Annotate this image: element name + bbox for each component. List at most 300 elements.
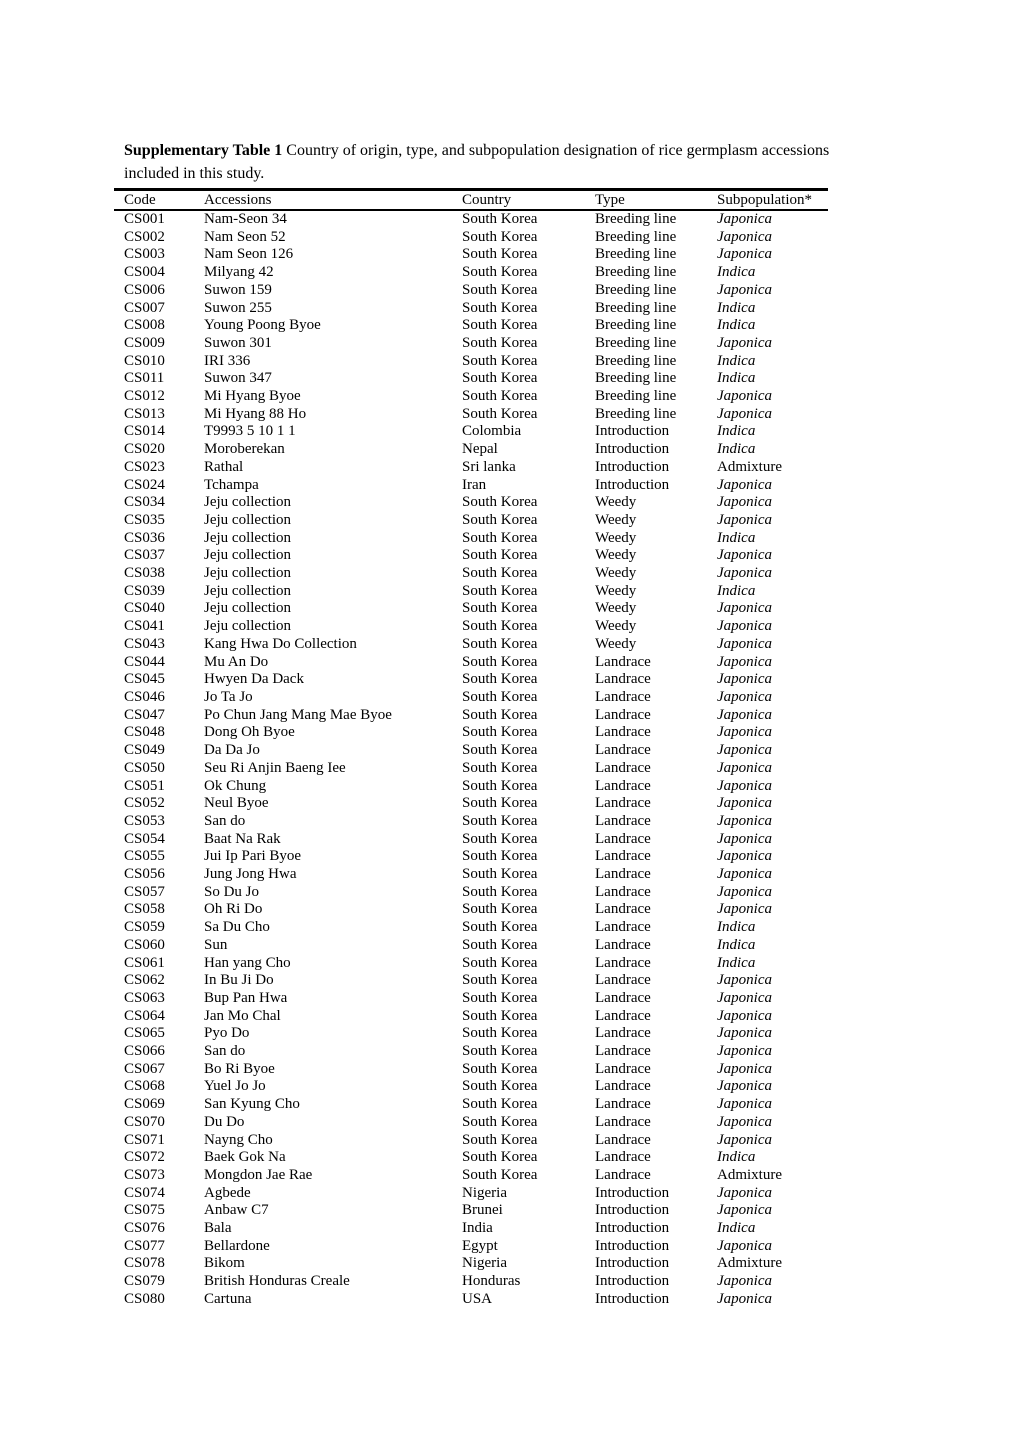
type-cell: Breeding line bbox=[595, 334, 677, 351]
table-row bbox=[114, 1149, 828, 1167]
table-row bbox=[114, 1202, 828, 1220]
accession-cell: Mu An Do bbox=[204, 653, 269, 670]
country-cell: USA bbox=[462, 1290, 493, 1307]
subpopulation-cell: Japonica bbox=[717, 1078, 772, 1095]
column-header-subpopulation: Subpopulation* bbox=[717, 190, 828, 211]
code-cell: CS058 bbox=[124, 901, 165, 918]
country-cell: South Korea bbox=[462, 706, 538, 723]
code-cell: CS076 bbox=[124, 1220, 165, 1237]
code-cell: CS057 bbox=[124, 883, 165, 900]
table-row bbox=[114, 423, 828, 441]
accession-cell: In Bu Ji Do bbox=[204, 972, 274, 989]
subpopulation-cell: Japonica bbox=[717, 211, 772, 227]
table-row bbox=[114, 353, 828, 371]
code-cell: CS065 bbox=[124, 1025, 165, 1042]
table-row bbox=[114, 972, 828, 990]
code-cell: CS071 bbox=[124, 1131, 165, 1148]
subpopulation-cell: Indica bbox=[717, 919, 756, 936]
subpopulation-cell: Japonica bbox=[717, 972, 772, 989]
table-row bbox=[114, 1132, 828, 1150]
subpopulation-cell: Japonica bbox=[717, 653, 772, 670]
subpopulation-cell: Japonica bbox=[717, 742, 772, 759]
accession-cell: Seu Ri Anjin Baeng Iee bbox=[204, 759, 346, 776]
subpopulation-cell: Admixture bbox=[717, 1166, 782, 1183]
table-row bbox=[114, 1238, 828, 1256]
accession-cell: Sun bbox=[204, 936, 228, 953]
table-row bbox=[114, 671, 828, 689]
country-cell: Colombia bbox=[462, 423, 522, 440]
country-cell: South Korea bbox=[462, 989, 538, 1006]
subpopulation-cell: Indica bbox=[717, 529, 756, 546]
type-cell: Weedy bbox=[595, 618, 637, 635]
country-cell: South Korea bbox=[462, 1043, 538, 1060]
accession-cell: Jung Jong Hwa bbox=[204, 866, 297, 883]
code-cell: CS041 bbox=[124, 618, 165, 635]
table-row bbox=[114, 778, 828, 796]
type-cell: Introduction bbox=[595, 1184, 670, 1201]
country-cell: South Korea bbox=[462, 724, 538, 741]
subpopulation-cell: Indica bbox=[717, 299, 756, 316]
subpopulation-cell: Japonica bbox=[717, 565, 772, 582]
accession-cell: Jeju collection bbox=[204, 600, 292, 617]
country-cell: South Korea bbox=[462, 317, 538, 334]
code-cell: CS045 bbox=[124, 671, 165, 688]
country-cell: Egypt bbox=[462, 1237, 498, 1254]
subpopulation-cell: Japonica bbox=[717, 759, 772, 776]
table-caption bbox=[124, 139, 924, 185]
subpopulation-cell: Japonica bbox=[717, 228, 772, 245]
code-cell: CS038 bbox=[124, 565, 165, 582]
code-cell: CS059 bbox=[124, 919, 165, 936]
column-header-code: Code bbox=[114, 190, 204, 211]
country-cell: Iran bbox=[462, 476, 487, 493]
type-cell: Introduction bbox=[595, 1255, 670, 1272]
country-cell: South Korea bbox=[462, 671, 538, 688]
code-cell: CS023 bbox=[124, 458, 165, 475]
table-row bbox=[114, 300, 828, 318]
type-cell: Landrace bbox=[595, 866, 651, 883]
code-cell: CS002 bbox=[124, 228, 165, 245]
type-cell: Breeding line bbox=[595, 281, 677, 298]
country-cell: Nigeria bbox=[462, 1184, 507, 1201]
table-row bbox=[114, 1043, 828, 1061]
code-cell: CS006 bbox=[124, 281, 165, 298]
code-cell: CS055 bbox=[124, 848, 165, 865]
subpopulation-cell: Japonica bbox=[717, 989, 772, 1006]
table-row bbox=[114, 282, 828, 300]
code-cell: CS012 bbox=[124, 388, 165, 405]
table-row bbox=[114, 866, 828, 884]
subpopulation-cell: Japonica bbox=[717, 388, 772, 405]
country-cell: South Korea bbox=[462, 494, 538, 511]
code-cell: CS056 bbox=[124, 866, 165, 883]
subpopulation-cell: Japonica bbox=[717, 547, 772, 564]
accession-cell: Anbaw C7 bbox=[204, 1202, 269, 1219]
code-cell: CS063 bbox=[124, 989, 165, 1006]
code-cell: CS040 bbox=[124, 600, 165, 617]
type-cell: Landrace bbox=[595, 671, 651, 688]
table-row bbox=[114, 1255, 828, 1273]
country-cell: South Korea bbox=[462, 1166, 538, 1183]
type-cell: Introduction bbox=[595, 1202, 670, 1219]
table-row bbox=[114, 724, 828, 742]
table-row bbox=[114, 654, 828, 672]
accession-cell: Jeju collection bbox=[204, 565, 292, 582]
subpopulation-cell: Indica bbox=[717, 441, 756, 458]
type-cell: Breeding line bbox=[595, 352, 677, 369]
table-row bbox=[114, 813, 828, 831]
code-cell: CS014 bbox=[124, 423, 165, 440]
accession-cell: San Kyung Cho bbox=[204, 1096, 300, 1113]
code-cell: CS052 bbox=[124, 795, 165, 812]
type-cell: Breeding line bbox=[595, 370, 677, 387]
country-cell: South Korea bbox=[462, 742, 538, 759]
type-cell: Weedy bbox=[595, 529, 637, 546]
table-row bbox=[114, 229, 828, 247]
subpopulation-cell: Japonica bbox=[717, 334, 772, 351]
country-cell: South Korea bbox=[462, 405, 538, 422]
code-cell: CS049 bbox=[124, 742, 165, 759]
subpopulation-cell: Japonica bbox=[717, 1096, 772, 1113]
subpopulation-cell: Indica bbox=[717, 582, 756, 599]
subpopulation-cell: Japonica bbox=[717, 1060, 772, 1077]
type-cell: Breeding line bbox=[595, 211, 677, 227]
accession-cell: San do bbox=[204, 812, 246, 829]
subpopulation-cell: Japonica bbox=[717, 1007, 772, 1024]
code-cell: CS004 bbox=[124, 264, 165, 281]
subpopulation-cell: Japonica bbox=[717, 511, 772, 528]
code-cell: CS001 bbox=[124, 211, 165, 227]
type-cell: Introduction bbox=[595, 1237, 670, 1254]
subpopulation-cell: Admixture bbox=[717, 1255, 782, 1272]
country-cell: South Korea bbox=[462, 954, 538, 971]
table-row bbox=[114, 636, 828, 654]
country-cell: South Korea bbox=[462, 246, 538, 263]
country-cell: South Korea bbox=[462, 1149, 538, 1166]
accession-cell: Han yang Cho bbox=[204, 954, 291, 971]
subpopulation-cell: Japonica bbox=[717, 688, 772, 705]
accession-cell: IRI 336 bbox=[204, 352, 251, 369]
type-cell: Landrace bbox=[595, 777, 651, 794]
accession-cell: San do bbox=[204, 1043, 246, 1060]
type-cell: Landrace bbox=[595, 1060, 651, 1077]
country-cell: South Korea bbox=[462, 1131, 538, 1148]
subpopulation-cell: Japonica bbox=[717, 281, 772, 298]
country-cell: South Korea bbox=[462, 600, 538, 617]
subpopulation-cell: Japonica bbox=[717, 618, 772, 635]
type-cell: Landrace bbox=[595, 848, 651, 865]
table-row bbox=[114, 459, 828, 477]
subpopulation-cell: Japonica bbox=[717, 830, 772, 847]
type-cell: Landrace bbox=[595, 919, 651, 936]
country-cell: South Korea bbox=[462, 582, 538, 599]
type-cell: Breeding line bbox=[595, 246, 677, 263]
country-cell: Nepal bbox=[462, 441, 498, 458]
table-row bbox=[114, 335, 828, 353]
accession-cell: Jeju collection bbox=[204, 618, 292, 635]
code-cell: CS034 bbox=[124, 494, 165, 511]
type-cell: Landrace bbox=[595, 1131, 651, 1148]
code-cell: CS037 bbox=[124, 547, 165, 564]
type-cell: Landrace bbox=[595, 901, 651, 918]
table-row bbox=[114, 547, 828, 565]
code-cell: CS069 bbox=[124, 1096, 165, 1113]
accession-cell: T9993 5 10 1 1 bbox=[204, 423, 296, 440]
code-cell: CS070 bbox=[124, 1113, 165, 1130]
subpopulation-cell: Indica bbox=[717, 317, 756, 334]
subpopulation-cell: Japonica bbox=[717, 777, 772, 794]
country-cell: Honduras bbox=[462, 1273, 521, 1290]
table-body bbox=[114, 210, 828, 1309]
code-cell: CS051 bbox=[124, 777, 165, 794]
table-row bbox=[114, 901, 828, 919]
accession-cell: Mi Hyang 88 Ho bbox=[204, 405, 307, 422]
table-row bbox=[114, 210, 828, 229]
country-cell: South Korea bbox=[462, 334, 538, 351]
country-cell: Brunei bbox=[462, 1202, 503, 1219]
table-row bbox=[114, 955, 828, 973]
accession-cell: Jeju collection bbox=[204, 582, 292, 599]
country-cell: South Korea bbox=[462, 565, 538, 582]
country-cell: South Korea bbox=[462, 795, 538, 812]
country-cell: South Korea bbox=[462, 352, 538, 369]
country-cell: South Korea bbox=[462, 511, 538, 528]
subpopulation-cell: Japonica bbox=[717, 1043, 772, 1060]
type-cell: Landrace bbox=[595, 1078, 651, 1095]
country-cell: South Korea bbox=[462, 1078, 538, 1095]
table-row bbox=[114, 990, 828, 1008]
country-cell: South Korea bbox=[462, 688, 538, 705]
type-cell: Landrace bbox=[595, 742, 651, 759]
accession-cell: Mi Hyang Byoe bbox=[204, 388, 301, 405]
code-cell: CS011 bbox=[124, 370, 165, 387]
country-cell: South Korea bbox=[462, 211, 538, 227]
code-cell: CS074 bbox=[124, 1184, 165, 1201]
table-row bbox=[114, 406, 828, 424]
country-cell: South Korea bbox=[462, 635, 538, 652]
accession-cell: So Du Jo bbox=[204, 883, 260, 900]
accession-cell: Jeju collection bbox=[204, 529, 292, 546]
code-cell: CS080 bbox=[124, 1290, 165, 1307]
subpopulation-cell: Japonica bbox=[717, 405, 772, 422]
accession-cell: Baat Na Rak bbox=[204, 830, 281, 847]
type-cell: Landrace bbox=[595, 1096, 651, 1113]
code-cell: CS077 bbox=[124, 1237, 165, 1254]
type-cell: Landrace bbox=[595, 830, 651, 847]
subpopulation-cell: Japonica bbox=[717, 1113, 772, 1130]
subpopulation-cell: Indica bbox=[717, 936, 756, 953]
type-cell: Landrace bbox=[595, 688, 651, 705]
subpopulation-cell: Japonica bbox=[717, 848, 772, 865]
type-cell: Breeding line bbox=[595, 299, 677, 316]
table-row bbox=[114, 937, 828, 955]
subpopulation-cell: Japonica bbox=[717, 246, 772, 263]
column-header-accessions: Accessions bbox=[204, 190, 462, 211]
accession-cell: Jeju collection bbox=[204, 511, 292, 528]
subpopulation-cell: Japonica bbox=[717, 1202, 772, 1219]
type-cell: Introduction bbox=[595, 1220, 670, 1237]
table-row bbox=[114, 600, 828, 618]
subpopulation-cell: Japonica bbox=[717, 671, 772, 688]
table-row bbox=[114, 1025, 828, 1043]
country-cell: South Korea bbox=[462, 830, 538, 847]
table-row bbox=[114, 246, 828, 264]
subpopulation-cell: Indica bbox=[717, 423, 756, 440]
accession-cell: Baek Gok Na bbox=[204, 1149, 286, 1166]
code-cell: CS061 bbox=[124, 954, 165, 971]
type-cell: Landrace bbox=[595, 1166, 651, 1183]
type-cell: Landrace bbox=[595, 724, 651, 741]
country-cell: Nigeria bbox=[462, 1255, 507, 1272]
code-cell: CS013 bbox=[124, 405, 165, 422]
accession-cell: Kang Hwa Do Collection bbox=[204, 635, 357, 652]
subpopulation-cell: Indica bbox=[717, 1149, 756, 1166]
column-header-country: Country bbox=[462, 190, 595, 211]
code-cell: CS048 bbox=[124, 724, 165, 741]
subpopulation-cell: Japonica bbox=[717, 635, 772, 652]
accession-cell: Neul Byoe bbox=[204, 795, 269, 812]
code-cell: CS078 bbox=[124, 1255, 165, 1272]
type-cell: Weedy bbox=[595, 494, 637, 511]
subpopulation-cell: Japonica bbox=[717, 1184, 772, 1201]
country-cell: South Korea bbox=[462, 618, 538, 635]
accession-cell: Bala bbox=[204, 1220, 232, 1237]
code-cell: CS053 bbox=[124, 812, 165, 829]
type-cell: Landrace bbox=[595, 1043, 651, 1060]
table-row bbox=[114, 388, 828, 406]
code-cell: CS007 bbox=[124, 299, 165, 316]
accession-cell: British Honduras Creale bbox=[204, 1273, 350, 1290]
code-cell: CS067 bbox=[124, 1060, 165, 1077]
accession-cell: Tchampa bbox=[204, 476, 259, 493]
accession-cell: Pyo Do bbox=[204, 1025, 250, 1042]
table-row bbox=[114, 1008, 828, 1026]
caption-text-line2: included in this study. bbox=[124, 165, 265, 182]
country-cell: South Korea bbox=[462, 901, 538, 918]
table-row bbox=[114, 530, 828, 548]
code-cell: CS009 bbox=[124, 334, 165, 351]
accessions-table bbox=[114, 188, 828, 1309]
type-cell: Weedy bbox=[595, 565, 637, 582]
table-row bbox=[114, 1291, 828, 1309]
table-row bbox=[114, 848, 828, 866]
accession-cell: Da Da Jo bbox=[204, 742, 260, 759]
code-cell: CS020 bbox=[124, 441, 165, 458]
accession-cell: Du Do bbox=[204, 1113, 245, 1130]
country-cell: South Korea bbox=[462, 1060, 538, 1077]
type-cell: Landrace bbox=[595, 759, 651, 776]
type-cell: Landrace bbox=[595, 989, 651, 1006]
code-cell: CS068 bbox=[124, 1078, 165, 1095]
table-row bbox=[114, 689, 828, 707]
accession-cell: Bikom bbox=[204, 1255, 245, 1272]
subpopulation-cell: Indica bbox=[717, 954, 756, 971]
country-cell: South Korea bbox=[462, 388, 538, 405]
table-row bbox=[114, 1078, 828, 1096]
table-row bbox=[114, 831, 828, 849]
code-cell: CS003 bbox=[124, 246, 165, 263]
column-header-type: Type bbox=[595, 190, 717, 211]
type-cell: Landrace bbox=[595, 883, 651, 900]
table-row bbox=[114, 1273, 828, 1291]
type-cell: Breeding line bbox=[595, 405, 677, 422]
accession-cell: Jan Mo Chal bbox=[204, 1007, 281, 1024]
accession-cell: Oh Ri Do bbox=[204, 901, 263, 918]
accession-cell: Moroberekan bbox=[204, 441, 285, 458]
type-cell: Introduction bbox=[595, 476, 670, 493]
subpopulation-cell: Indica bbox=[717, 264, 756, 281]
accession-cell: Suwon 347 bbox=[204, 370, 272, 387]
table-row bbox=[114, 760, 828, 778]
country-cell: South Korea bbox=[462, 777, 538, 794]
country-cell: South Korea bbox=[462, 299, 538, 316]
code-cell: CS047 bbox=[124, 706, 165, 723]
country-cell: South Korea bbox=[462, 919, 538, 936]
code-cell: CS060 bbox=[124, 936, 165, 953]
accession-cell: Nam-Seon 34 bbox=[204, 211, 287, 227]
country-cell: India bbox=[462, 1220, 493, 1237]
table-row bbox=[114, 370, 828, 388]
table-row bbox=[114, 742, 828, 760]
accession-cell: Agbede bbox=[204, 1184, 251, 1201]
table-row bbox=[114, 264, 828, 282]
accession-cell: Rathal bbox=[204, 458, 244, 475]
subpopulation-cell: Japonica bbox=[717, 795, 772, 812]
accession-cell: Suwon 159 bbox=[204, 281, 272, 298]
accession-cell: Nam Seon 126 bbox=[204, 246, 294, 263]
table-row bbox=[114, 494, 828, 512]
type-cell: Weedy bbox=[595, 547, 637, 564]
table-row bbox=[114, 1096, 828, 1114]
subpopulation-cell: Japonica bbox=[717, 901, 772, 918]
type-cell: Introduction bbox=[595, 1290, 670, 1307]
code-cell: CS036 bbox=[124, 529, 165, 546]
type-cell: Introduction bbox=[595, 441, 670, 458]
country-cell: South Korea bbox=[462, 848, 538, 865]
subpopulation-cell: Indica bbox=[717, 1220, 756, 1237]
accession-cell: Dong Oh Byoe bbox=[204, 724, 295, 741]
country-cell: South Korea bbox=[462, 936, 538, 953]
code-cell: CS075 bbox=[124, 1202, 165, 1219]
subpopulation-cell: Japonica bbox=[717, 476, 772, 493]
country-cell: South Korea bbox=[462, 264, 538, 281]
type-cell: Weedy bbox=[595, 582, 637, 599]
type-cell: Introduction bbox=[595, 458, 670, 475]
subpopulation-cell: Admixture bbox=[717, 458, 782, 475]
subpopulation-cell: Japonica bbox=[717, 1131, 772, 1148]
code-cell: CS072 bbox=[124, 1149, 165, 1166]
type-cell: Introduction bbox=[595, 423, 670, 440]
table-row bbox=[114, 565, 828, 583]
code-cell: CS010 bbox=[124, 352, 165, 369]
accession-cell: Suwon 255 bbox=[204, 299, 272, 316]
code-cell: CS064 bbox=[124, 1007, 165, 1024]
subpopulation-cell: Japonica bbox=[717, 866, 772, 883]
type-cell: Landrace bbox=[595, 795, 651, 812]
table-row bbox=[114, 583, 828, 601]
accession-cell: Sa Du Cho bbox=[204, 919, 270, 936]
table-row bbox=[114, 795, 828, 813]
type-cell: Breeding line bbox=[595, 264, 677, 281]
accession-cell: Milyang 42 bbox=[204, 264, 274, 281]
code-cell: CS039 bbox=[124, 582, 165, 599]
type-cell: Introduction bbox=[595, 1273, 670, 1290]
code-cell: CS044 bbox=[124, 653, 165, 670]
table-row bbox=[114, 512, 828, 530]
table-row bbox=[114, 884, 828, 902]
code-cell: CS024 bbox=[124, 476, 165, 493]
type-cell: Breeding line bbox=[595, 317, 677, 334]
